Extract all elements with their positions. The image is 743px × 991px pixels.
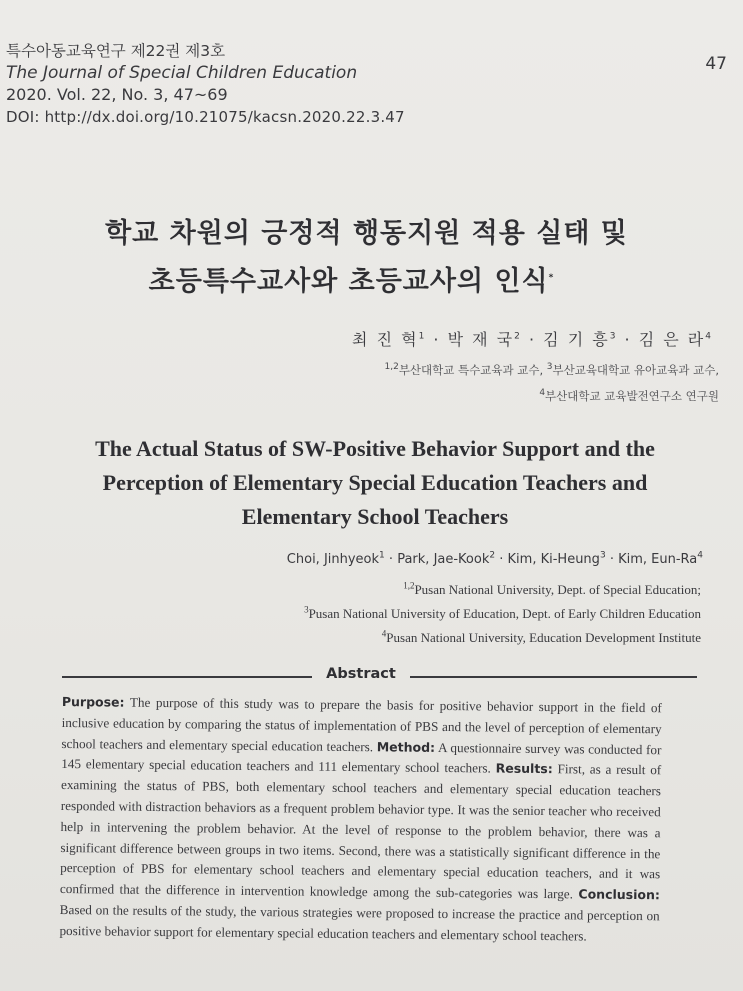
affiliations-korean — [385, 357, 720, 409]
authors-english — [287, 552, 703, 567]
affiliation-sup: 3 — [304, 604, 309, 615]
author-english-3: Kim, Ki-Heung — [507, 552, 600, 567]
abstract-rule-right — [410, 676, 697, 678]
title-english-line-3: Elementary School Teachers — [241, 504, 509, 529]
abstract-rule-left — [62, 676, 312, 678]
purpose-text: The purpose of this study was to prepare the basis for positive behavior support in the field of inclusive education by comparing the status of implementation of PBS and the level of perception of elementary school teachers and elementary special education teachers. — [61, 694, 662, 754]
conclusion-label: Conclusion: — [578, 886, 661, 903]
author-korean-1: 최 진 혁 — [352, 330, 419, 349]
results-label: Results: — [495, 760, 553, 777]
affiliation-sup: 4 — [381, 628, 387, 639]
affiliations-english — [304, 578, 701, 650]
doi-line: DOI: http://dx.doi.org/10.21075/kacsn.2020.22.3.47 — [6, 108, 405, 126]
method-label: Method: — [376, 738, 436, 755]
affiliation-korean-line-1 — [385, 357, 720, 383]
journal-header — [6, 40, 405, 128]
affiliation-sup: 3 — [546, 362, 553, 373]
author-korean-2: 박 재 국 — [447, 330, 515, 349]
affiliation-sup: 4 — [539, 388, 546, 399]
author-korean-3-sup: 3 — [609, 331, 618, 342]
volume-issue-pages: 2020. Vol. 22, No. 3, 47~69 — [6, 85, 228, 104]
title-english-line-1: The Actual Status of SW-Positive Behavior Support and the — [95, 436, 655, 461]
abstract-body — [59, 692, 662, 948]
article-title-korean — [0, 210, 743, 306]
affiliation-sup: 1,2 — [384, 362, 399, 373]
author-english-1: Choi, Jinhyeok — [286, 552, 380, 567]
authors-korean — [352, 327, 713, 350]
affiliation-sup: 1,2 — [403, 580, 415, 591]
author-separator: · — [433, 330, 441, 349]
author-separator: · — [388, 552, 394, 567]
affiliation-english-1 — [304, 578, 701, 602]
affiliation-english-3-text: Pusan National University, Education Development Institute — [386, 630, 701, 645]
results-text: First, as a result of examining the status of PBS, both elementary school teachers and elementary special education teachers responded with distraction behaviors as a frequent problem behavior type. It was the senior teacher who received help in intervening the problem behavior. At the level of response to the problem behavior, there was a significant difference between groups in two items. Second, there was a statistically significant difference in the perception of PBS for elementary school teachers and elementary special education teachers, and it was confirmed that the difference in intervention knowledge among the sub-categories was large. — [59, 761, 662, 902]
title-footnote-mark: * — [548, 273, 555, 283]
article-title-english — [40, 432, 710, 534]
page-number: 47 — [705, 54, 727, 74]
author-english-1-sup: 1 — [379, 550, 385, 561]
author-english-2: Park, Jae-Kook — [397, 552, 490, 567]
author-separator: · — [624, 330, 632, 349]
author-english-4-sup: 4 — [697, 550, 703, 561]
author-korean-2-sup: 2 — [514, 331, 522, 342]
affiliation-korean-line-2 — [385, 383, 720, 409]
author-separator: · — [499, 552, 504, 567]
author-korean-4: 김 은 라 — [638, 330, 706, 349]
author-korean-4-sup: 4 — [705, 331, 713, 342]
journal-title-english: The Journal of Special Children Education — [6, 63, 358, 83]
purpose-label: Purpose: — [61, 693, 125, 710]
author-korean-1-sup: 1 — [418, 331, 427, 342]
title-english-line-2: Perception of Elementary Special Education Teachers and — [102, 470, 648, 495]
affiliation-english-2 — [304, 602, 701, 626]
affiliation-korean-c: 부산대학교 교육발전연구소 연구원 — [545, 389, 719, 403]
title-korean-line-2 — [0, 258, 743, 306]
title-korean-line-1: 학교 차원의 긍정적 행동지원 적용 실태 및 — [105, 218, 628, 249]
affiliation-korean-b: 부산교육대학교 유아교육과 교수, — [552, 363, 719, 377]
conclusion-text: Based on the results of the study, the various strategies were proposed to increase the practice and perception on positive behavior support for elementary special education teachers and elementary school teachers. — [59, 901, 660, 944]
method-text: A questionnaire survey was conducted for 145 elementary special education teachers and 111 elementary school teachers. — [61, 739, 662, 776]
author-separator: · — [528, 330, 537, 349]
affiliation-english-3 — [304, 626, 701, 650]
title-korean-line-2-text: 초등특수교사와 초등교사의 인식 — [148, 266, 549, 297]
affiliation-korean-a: 부산대학교 특수교육과 교수, — [398, 363, 547, 377]
abstract-heading: Abstract — [326, 666, 396, 682]
author-english-4: Kim, Eun-Ra — [618, 552, 698, 567]
affiliation-english-2-text: Pusan National University of Education, Dept. of Early Children Education — [308, 606, 701, 621]
author-separator: · — [609, 552, 614, 567]
author-english-2-sup: 2 — [489, 550, 496, 561]
author-english-3-sup: 3 — [599, 550, 606, 561]
journal-title-korean: 특수아동교육연구 제22권 제3호 — [6, 42, 226, 60]
author-korean-3: 김 기 흥 — [543, 330, 610, 349]
affiliation-english-1-text: Pusan National University, Dept. of Special Education; — [414, 582, 701, 597]
